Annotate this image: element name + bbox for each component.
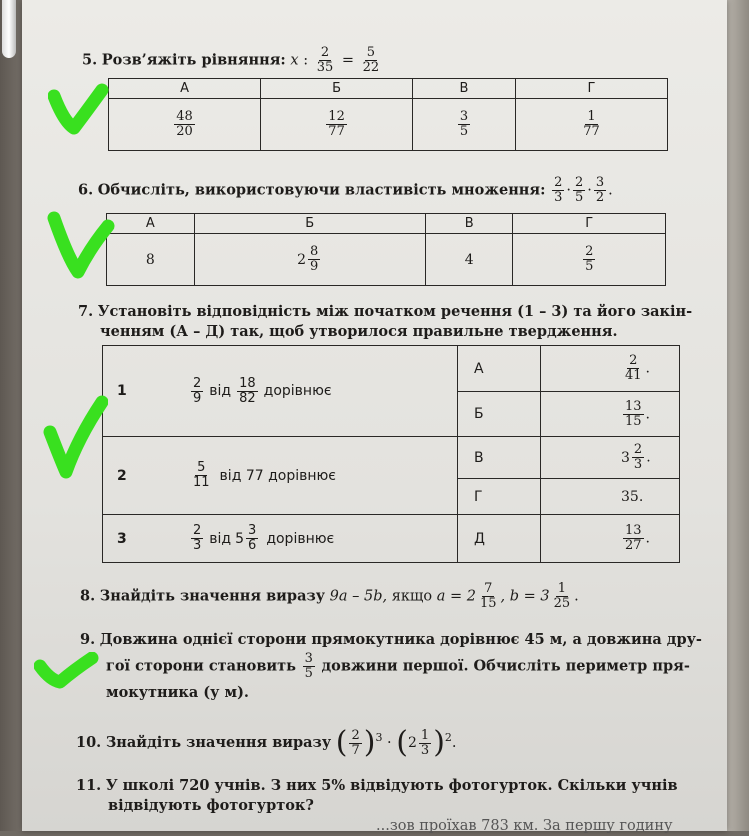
numerator: 13 [625, 523, 642, 538]
question-text: Розв’яжіть рівняння: [101, 51, 286, 69]
answer-table-q6 [106, 213, 666, 286]
option-value-a[interactable] [541, 346, 680, 392]
question-text-line2b: довжини першої. Обчисліть периметр пря- [321, 657, 690, 675]
denominator: 3 [633, 457, 643, 472]
question-text: Обчисліть, використовуючи властивість множення: [97, 181, 546, 199]
question-text: Знайдіть значення виразу [105, 734, 332, 751]
numerator: 3 [459, 109, 469, 124]
option-value-v[interactable] [541, 437, 680, 479]
numerator: 13 [625, 398, 642, 414]
option-value-b[interactable] [541, 392, 680, 437]
question-number: 10. [76, 734, 102, 751]
question-number: 9. [80, 631, 96, 648]
exponent: 2 [444, 731, 452, 745]
dot: · [387, 735, 392, 751]
option-label-a: А [458, 346, 541, 392]
denominator: 3 [420, 742, 430, 758]
period: . [608, 182, 613, 199]
denominator: 15 [479, 596, 497, 611]
numerator: 2 [633, 442, 643, 457]
exponent: 3 [375, 731, 383, 745]
answer-table-q5 [108, 78, 668, 151]
binder-clip [2, 0, 16, 58]
expression: 9a – 5b, [329, 588, 388, 605]
green-check-icon [34, 652, 100, 692]
green-check-icon [48, 82, 110, 138]
matching-table-q7 [102, 345, 680, 563]
open-paren: ( [335, 725, 348, 760]
question-text: Знайдіть значення виразу [99, 587, 326, 605]
numerator: 2 [585, 244, 594, 259]
option-v[interactable] [413, 99, 516, 151]
denominator: 5 [574, 190, 584, 205]
whole-part: 2 [297, 251, 307, 268]
period: . [451, 735, 457, 751]
option-g[interactable] [515, 99, 667, 151]
question-text-line1: Довжина однієї сторони прямокутника дорівнює 45 м, а довжина дру- [99, 631, 702, 648]
question-11 [76, 776, 716, 836]
row-text: від [209, 383, 232, 399]
denominator: 15 [625, 413, 642, 429]
question-9 [80, 628, 710, 705]
row-1 [103, 346, 458, 437]
numerator: 12 [328, 109, 345, 124]
option-label-d: Д [458, 515, 541, 563]
option-label-b: Б [458, 392, 541, 437]
row-text: дорівнює [263, 383, 332, 399]
numerator: 5 [197, 460, 206, 475]
numerator: 1 [420, 727, 430, 743]
row-text: дорівнює [266, 530, 335, 547]
close-paren: ) [433, 725, 445, 760]
numerator: 2 [351, 727, 360, 743]
option-a[interactable] [109, 99, 261, 151]
equals-sign: = [341, 52, 354, 69]
numerator: 7 [484, 581, 493, 596]
question-text-line3: мокутника (у м). [106, 684, 249, 701]
denominator: 5 [304, 666, 313, 681]
row-3 [103, 515, 458, 563]
fraction [594, 176, 606, 205]
period: . [646, 449, 651, 466]
denominator: 5 [585, 259, 594, 274]
question-6 [78, 176, 613, 205]
denominator: 25 [553, 596, 571, 611]
denominator: 9 [193, 390, 202, 406]
fraction [573, 176, 585, 205]
question-8 [80, 582, 579, 611]
denominator: 22 [362, 60, 380, 75]
header-g: Г [515, 79, 667, 99]
header-b: Б [261, 79, 413, 99]
period: . [645, 406, 650, 422]
numerator: 2 [574, 175, 584, 190]
header-a: А [107, 214, 195, 234]
header-v: В [425, 214, 513, 234]
row-text: від [209, 530, 232, 547]
denominator: 7 [351, 742, 360, 758]
question-7 [78, 302, 708, 342]
cutoff-next-question: ...зов проїхав 783 км. За першу годину [376, 818, 673, 834]
numerator: 2 [629, 353, 638, 368]
question-number: 5. [82, 51, 98, 69]
option-g[interactable] [513, 234, 666, 286]
denominator: 5 [459, 124, 469, 139]
period: . [645, 360, 650, 377]
worksheet-page [22, 0, 727, 834]
a-value: a = 2 [436, 588, 476, 605]
option-label-g: Г [458, 479, 541, 515]
numerator: 1 [557, 581, 567, 596]
header-g: Г [513, 214, 666, 234]
numerator: 18 [239, 375, 256, 391]
question-number: 8. [80, 587, 96, 605]
green-check-icon [46, 208, 116, 284]
numerator: 3 [248, 523, 257, 538]
row-text: від 77 дорівнює [219, 467, 336, 484]
denominator: 20 [176, 124, 193, 139]
green-check-icon [42, 392, 108, 482]
period: . [645, 530, 650, 547]
numerator: 2 [193, 375, 202, 391]
question-number: 7. [78, 303, 94, 320]
option-label-v: В [458, 437, 541, 479]
denominator: 3 [554, 190, 563, 205]
answer-value: 8 [145, 251, 155, 268]
open-paren: ( [396, 725, 408, 760]
b-value: , b = 3 [500, 588, 550, 605]
variable: x [290, 52, 299, 69]
fraction [315, 46, 336, 75]
question-number: 6. [78, 181, 94, 199]
denominator: 77 [583, 124, 600, 139]
denominator: 77 [328, 124, 345, 139]
whole-part: 5 [235, 530, 245, 547]
row-2 [103, 437, 458, 515]
denominator: 41 [625, 368, 642, 383]
header-a: А [109, 79, 261, 99]
row-label: 2 [117, 467, 127, 484]
denominator: 27 [625, 538, 642, 553]
colon: : [303, 52, 309, 69]
answer-value: 4 [464, 251, 474, 268]
question-text-line1: Установіть відповідність між початком речення (1 – 3) та його закін- [97, 303, 693, 320]
denominator: 35 [316, 60, 334, 75]
option-value-g[interactable]: 35. [541, 479, 680, 515]
denominator: 3 [193, 538, 202, 553]
fraction [552, 176, 564, 205]
option-b[interactable] [261, 99, 413, 151]
question-number: 11. [76, 777, 102, 794]
numerator: 5 [366, 45, 376, 60]
row-label: 3 [117, 530, 127, 547]
header-v: В [413, 79, 516, 99]
numerator: 2 [193, 523, 202, 538]
numerator: 3 [304, 651, 313, 666]
header-b: Б [194, 214, 425, 234]
option-v[interactable] [425, 234, 513, 286]
question-10 [76, 725, 457, 760]
fraction [361, 46, 382, 75]
numerator: 1 [587, 109, 596, 124]
option-b[interactable] [194, 234, 425, 286]
numerator: 3 [595, 175, 605, 190]
numerator: 2 [554, 175, 563, 190]
denominator: 11 [193, 475, 210, 490]
whole-part: 3 [621, 449, 630, 466]
dot: · [587, 182, 592, 199]
question-text-line2: гої сторони становить [106, 657, 296, 675]
question-text-line2: ченням (А – Д) так, щоб утворилося правильне твердження. [100, 323, 618, 340]
dot: · [566, 182, 571, 199]
numerator: 48 [176, 109, 193, 124]
question-5 [82, 46, 383, 75]
numerator: 2 [320, 45, 330, 60]
numerator: 8 [310, 244, 319, 259]
denominator: 6 [248, 538, 257, 553]
question-text-line2: відвідують фотогурток? [108, 797, 314, 814]
period: . [574, 588, 579, 605]
denominator: 2 [595, 190, 605, 205]
whole-part: 2 [407, 734, 417, 751]
option-a[interactable] [107, 234, 195, 286]
close-paren: ) [363, 725, 376, 760]
condition-word: якщо [391, 588, 433, 605]
row-label: 1 [117, 383, 127, 399]
question-text-line1: У школі 720 учнів. З них 5% відвідують фотогурток. Скільки учнів [105, 777, 678, 794]
option-value-d[interactable] [541, 515, 680, 563]
denominator: 82 [239, 390, 256, 406]
denominator: 9 [310, 259, 319, 274]
